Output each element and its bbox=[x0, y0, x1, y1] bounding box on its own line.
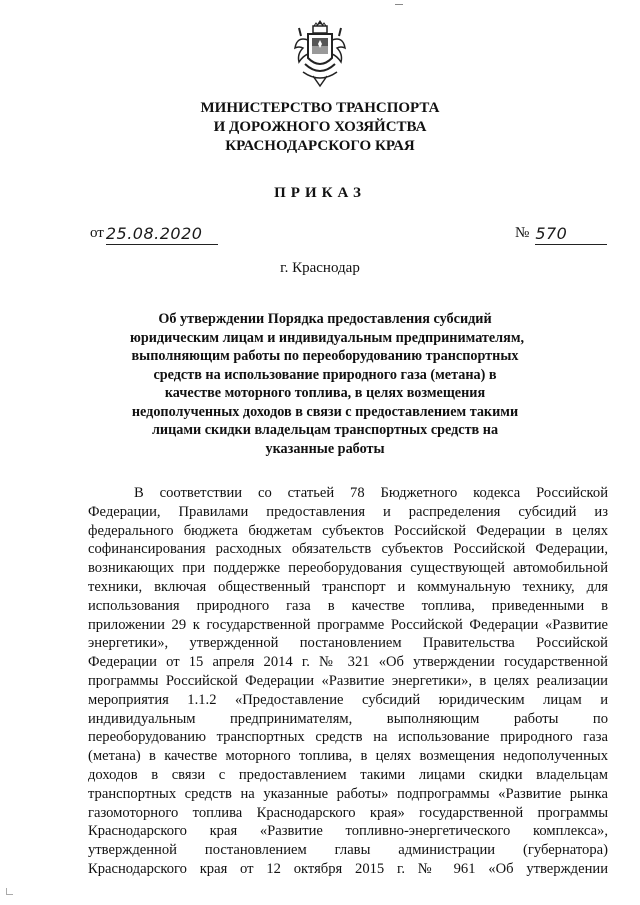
subject-line: выполняющим работы по переоборудованию транспортных bbox=[131, 348, 519, 364]
krasnodar-coat-of-arms-icon bbox=[291, 14, 349, 90]
body-line: софинансирования расходных обязательств субъектов Российской Федерации, bbox=[88, 541, 608, 558]
body-text bbox=[88, 484, 608, 879]
subject-line: юридическим лицам и индивидуальным предпринимателям, bbox=[130, 329, 525, 346]
body-line: В соответствии со статьей 78 Бюджетного кодекса Российской bbox=[134, 485, 608, 501]
body-line: (метана) в качестве моторного топлива, в целях возмещения недополученных bbox=[88, 748, 608, 765]
body-line: доходов в связи с предоставлением такими лицами скидки владельцам bbox=[88, 766, 608, 783]
body-line: Федерации, Правилами предоставления и распределения субсидий из bbox=[88, 503, 608, 520]
body-line: энергетики», утвержденной постановлением Правительства Российской bbox=[88, 635, 608, 652]
body-line: мероприятия 1.1.2 «Предоставление субсидий юридическим лицам и bbox=[88, 691, 608, 708]
date-value: 25.08.2020 bbox=[105, 224, 203, 243]
subject-line: лицами скидки владельцам транспортных средств на bbox=[151, 422, 499, 438]
subject-line: Об утверждении Порядка предоставления субсидий bbox=[158, 311, 492, 327]
body-line: переоборудованию транспортных средств на использование природного газа bbox=[88, 729, 608, 746]
ministry-line: И ДОРОЖНОГО ХОЗЯЙСТВА bbox=[213, 119, 427, 135]
number-value: 570 bbox=[535, 224, 568, 243]
body-line: техники, включая общественный транспорт и коммунальную технику, для bbox=[88, 578, 608, 595]
number-prefix: № bbox=[515, 225, 530, 241]
date-number-row bbox=[90, 222, 610, 246]
date-prefix: от bbox=[90, 225, 104, 241]
scan-mark bbox=[395, 4, 403, 5]
ministry-line: КРАСНОДАРСКОГО КРАЯ bbox=[225, 138, 415, 154]
body-line: использования природного газа в качестве топлива, приведенными в bbox=[88, 597, 608, 614]
document-type: ПРИКАЗ bbox=[274, 185, 366, 201]
order-subject bbox=[130, 310, 525, 458]
scan-corner-mark bbox=[6, 888, 13, 895]
body-line: утвержденной постановлением главы администрации (губернатора) bbox=[88, 842, 608, 859]
subject-line: средств на использование природного газа (метана) в bbox=[153, 366, 497, 383]
body-line: индивидуальным предпринимателям, выполняющим работы по bbox=[88, 710, 608, 727]
number-field bbox=[515, 222, 607, 243]
subject-line: указанные работы bbox=[265, 440, 385, 457]
body-line: Краснодарского края от 12 октября 2015 г. № 961 «Об утверждении bbox=[88, 860, 608, 877]
subject-line: качестве моторного топлива, в целях возмещения bbox=[164, 385, 486, 401]
body-line: возникающих при поддержке переоборудования существующей автомобильной bbox=[88, 560, 608, 577]
subject-line: недополученных доходов в связи с предоставлением такими bbox=[131, 403, 519, 420]
body-line: транспортных средств на указанные работы» подпрограммы «Развитие рынка bbox=[88, 785, 608, 802]
ministry-name bbox=[0, 99, 640, 156]
body-line: Краснодарского края «Развитие топливно-энергетического комплекса», bbox=[88, 823, 608, 840]
body-line: приложении 29 к государственной программе Российской Федерации «Развитие bbox=[88, 616, 608, 633]
city: г. Краснодар bbox=[280, 260, 360, 276]
body-line: программы Российской Федерации «Развитие энергетики», в целях реализации bbox=[88, 672, 608, 689]
body-line: федерального бюджета бюджетам субъектов Российской Федерации в целях bbox=[88, 522, 608, 539]
body-line: Федерации от 15 апреля 2014 г. № 321 «Об утверждении государственной bbox=[88, 654, 608, 671]
ministry-line: МИНИСТЕРСТВО ТРАНСПОРТА bbox=[200, 100, 440, 116]
date-field bbox=[90, 222, 218, 243]
body-line: газомоторного топлива Краснодарского края» государственной программы bbox=[88, 804, 608, 821]
